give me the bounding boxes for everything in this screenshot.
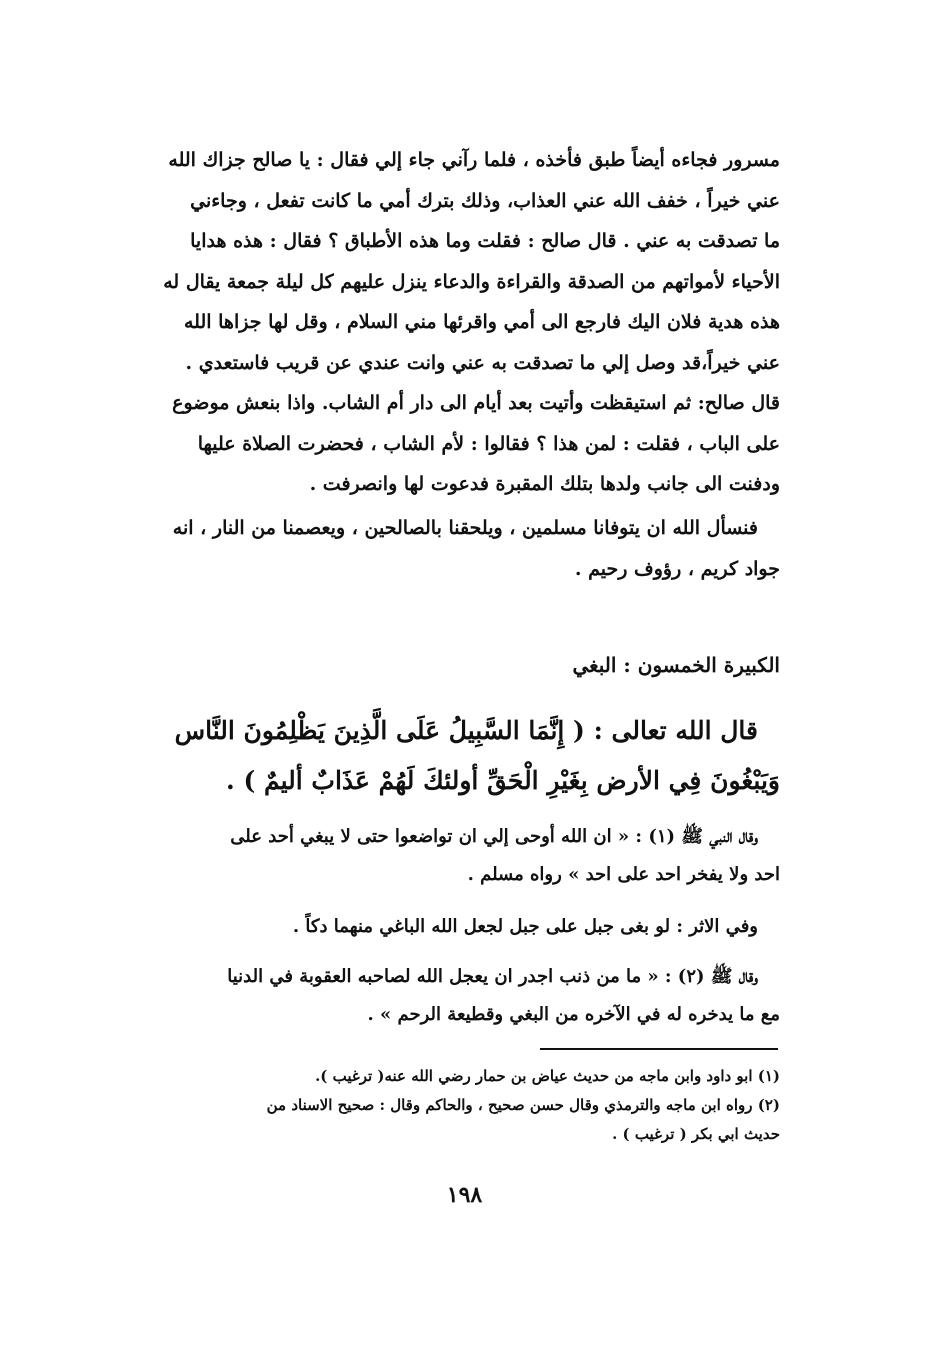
footnote-line: (٢) رواه ابن ماجه والترمذي وقال حسن صحيح ، والحاكم وقال : صحيح الاسناد من bbox=[266, 1096, 780, 1114]
verse-line: وَيَبْغُونَ فِي الأرض بِغَيْرِ الْحَقِّ أولئكَ لَهُمْ عَذَابٌ أليمٌ ) . bbox=[226, 766, 780, 795]
text-line: مع ما يدخره له في الآخره من البغي وقطيعة الرحم » . bbox=[367, 1004, 780, 1025]
text-line: ما تصدقت به عني . قال صالح : فقلت وما هذه الأطباق ؟ فقال : هذه هدايا bbox=[190, 230, 780, 252]
text-line: الأحياء لأمواتهم من الصدقة والقراءة والدعاء ينزل عليهم كل ليلة جمعة يقال له bbox=[163, 270, 780, 293]
text-line: على الباب ، فقلت : لمن هذا ؟ فقالوا : لأم الشاب ، فحضرت الصلاة عليها bbox=[197, 432, 780, 455]
text-line: مسرور فجاءه أيضاً طبق فأخذه ، فلما رآني جاء إلي فقال : يا صالح جزاك الله bbox=[168, 149, 780, 171]
text-line: احد ولا يفخر احد على احد » رواه مسلم . bbox=[467, 864, 780, 885]
footnotes bbox=[110, 1062, 780, 1149]
text-line: وقال ﷺ (٢) : « ما من ذنب اجدر ان يعجل الله لصاحبه العقوبة في الدنيا bbox=[227, 966, 758, 987]
text-line: ودفنت الى جانب ولدها بتلك المقبرة فدعوت لها وانصرفت . bbox=[309, 473, 780, 495]
section-heading-wrap bbox=[110, 650, 780, 680]
prayer-paragraph bbox=[110, 508, 780, 590]
text-line: وفي الاثر : لو بغى جبل على جبل لجعل الله الباغي منهما دكاً . bbox=[292, 916, 758, 937]
story-paragraph bbox=[110, 140, 780, 505]
hadith-paragraph-1 bbox=[110, 818, 780, 894]
text-line: جواد كريم ، رؤوف رحيم . bbox=[574, 558, 780, 580]
text-line: عني خيراً ، خفف الله عني العذاب، وذلك بترك أمي ما كانت تفعل ، وجاءني bbox=[190, 189, 780, 212]
footnote-separator bbox=[540, 1048, 778, 1050]
text-line: قال صالح: ثم استيقظت وأتيت بعد أيام الى دار أم الشاب. واذا بنعش موضوع bbox=[172, 392, 780, 414]
athar-paragraph bbox=[110, 908, 780, 946]
text-line: وقال النبي ﷺ (١) : « ان الله أوحى إلي ان تواضعوا حتى لا يبغي أحد على bbox=[230, 826, 758, 847]
quran-verse bbox=[110, 706, 780, 806]
hadith-paragraph-2 bbox=[110, 958, 780, 1034]
page-number: ١٩٨ bbox=[446, 1182, 483, 1208]
text-line: فنسأل الله ان يتوفانا مسلمين ، ويلحقنا بالصالحين ، ويعصمنا من النار ، انه bbox=[172, 517, 758, 539]
footnote-line: (١) ابو داود وابن ماجه من حديث عياض بن حمار رضي الله عنه( ترغيب ). bbox=[315, 1067, 780, 1085]
text-line: هذه هدية فلان اليك فارجع الى أمي واقرئها مني السلام ، وقل لها جزاها الله bbox=[183, 311, 780, 333]
footnote-line: حديث ابي بكر ( ترغيب ) . bbox=[612, 1125, 780, 1143]
section-heading: الكبيرة الخمسون : البغي bbox=[572, 653, 780, 677]
verse-line: قال الله تعالى : ( إِنَّمَا السَّبِيلُ عَلَى الَّذِينَ يَظْلِمُونَ النَّاس bbox=[174, 716, 758, 745]
text-line: عني خيراً،قد وصل إلي ما تصدقت به عني وانت عندي عن قريب فاستعدي . bbox=[185, 351, 780, 374]
